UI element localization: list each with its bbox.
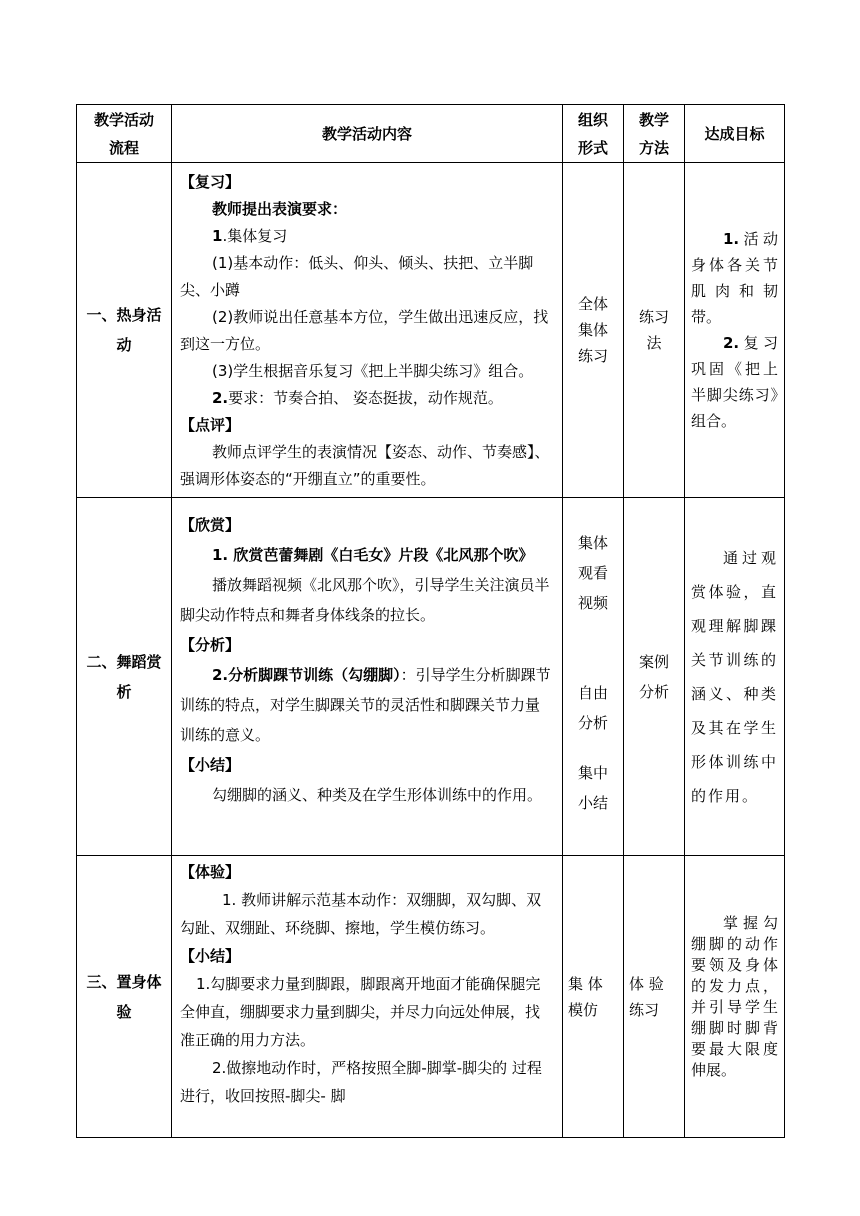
section-heading: 【欣赏】 [180,516,241,534]
header-goal: 达成目标 [685,105,785,163]
row-goal: 掌握勾绷脚的动作要领及身体的发力点，并引导学生绷脚时脚背要最大限度伸展。 [685,856,785,1138]
header-content: 教学活动内容 [172,105,563,163]
paragraph: 1.勾脚要求力量到脚跟，脚跟离开地面才能确保腿完全伸直，绷脚要求力量到脚尖，并尽力向远处伸展，找准正确的用力方法。 [180,975,541,1049]
row-method: 案例分析 [624,498,685,856]
row-method: 体 验 练习 [624,856,685,1138]
paragraph: 1. 欣赏芭蕾舞剧《白毛女》片段《北风那个吹》 [212,546,534,564]
paragraph: 1. 教师讲解示范基本动作：双绷脚，双勾脚、双勾趾、双绷趾、环绕脚、擦地，学生模仿练习。 [180,891,542,937]
lesson-plan-table [76,104,785,1138]
row-method: 练习法 [624,163,685,498]
section-heading: 【小结】 [180,947,241,965]
table-header-row [77,105,785,163]
paragraph: 教师提出表演要求： [212,200,348,218]
section-heading: 【点评】 [180,416,241,434]
table-row [77,498,785,856]
section-heading: 【复习】 [180,173,241,191]
paragraph: 1.集体复习 [212,227,288,245]
paragraph: 2.分析脚踝节训练（勾绷脚）：引导学生分析脚踝节训练的特点，对学生脚踝关节的灵活性和脚踝关节力量训练的意义。 [180,666,551,744]
table-row [77,163,785,498]
row-org: 集体观看视频 自由分析 集中小结 [563,498,624,856]
row-content [172,163,563,498]
table-row [77,856,785,1138]
header-org: 组织形式 [563,105,624,163]
row-content [172,856,563,1138]
row-org: 集 体 模仿 [563,856,624,1138]
paragraph: 教师点评学生的表演情况【姿态、动作、节奏感】、强调形体姿态的“开绷直立”的重要性。 [180,443,550,488]
row-content [172,498,563,856]
header-method: 教学方法 [624,105,685,163]
row-flow-label: 二、舞蹈赏析 [77,498,172,856]
paragraph: 勾绷脚的涵义、种类及在学生形体训练中的作用。 [212,786,543,804]
header-flow: 教学活动流程 [77,105,172,163]
row-flow-label: 一、热身活动 [77,163,172,498]
paragraph: 2.要求：节奏合拍、 姿态挺拔，动作规范。 [212,389,503,407]
paragraph: (3)学生根据音乐复习《把上半脚尖练习》组合。 [212,362,534,380]
paragraph: 播放舞蹈视频《北风那个吹》，引导学生关注演员半脚尖动作特点和舞者身体线条的拉长。 [180,576,550,624]
section-heading: 【分析】 [180,636,241,654]
row-goal: 1.活动身体各关节肌肉和韧带。 2.复习巩固《把上半脚尖练习》组合。 [685,163,785,498]
row-flow-label: 三、置身体验 [77,856,172,1138]
row-org: 全体集体练习 [563,163,624,498]
paragraph: 2.做擦地动作时，严格按照全脚-脚掌-脚尖的 过程进行，收回按照-脚尖- 脚 [180,1059,542,1105]
section-heading: 【小结】 [180,756,241,774]
section-heading: 【体验】 [180,863,241,881]
paragraph: (1)基本动作：低头、仰头、倾头、扶把、立半脚尖、小蹲 [180,254,534,299]
paragraph: (2)教师说出任意基本方位，学生做出迅速反应，找到这一方位。 [180,308,549,353]
row-goal: 通过观赏体验，直观理解脚踝关节训练的涵义、种类及其在学生形体训练中的作用。 [685,498,785,856]
